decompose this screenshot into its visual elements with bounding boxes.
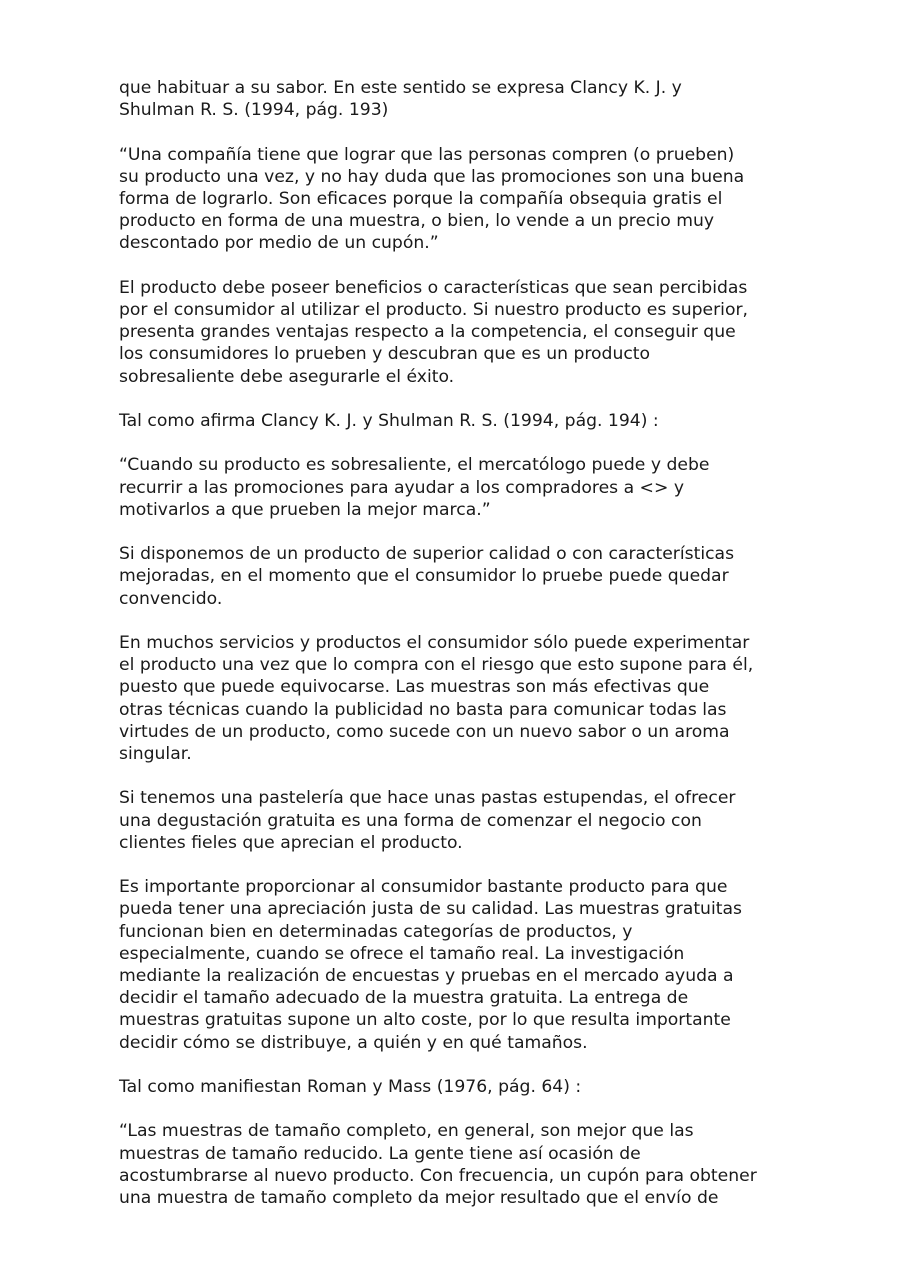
paragraph-continuation: que habituar a su sabor. En este sentido se expresa Clancy K. J. y Shulman R. S. (1994, pág. 193): [119, 78, 682, 121]
quote-clancy-194: “Cuando su producto es sobresaliente, el mercatólogo puede y debe recurrir a las promociones para ayudar a los compradores a <> y motivarlos a que prueben la mejor marca.”: [119, 455, 710, 520]
paragraph-product-benefits: El producto debe poseer beneficios o características que sean percibidas por el consumidor al utilizar el producto. Si nuestro producto es superior, presenta grandes ventajas respecto a la competencia, el conseguir que los consumidores lo prueben y descubran que es un producto sobresaliente debe asegurarle el éxito.: [119, 277, 748, 387]
quote-roman-mass: “Las muestras de tamaño completo, en general, son mejor que las muestras de tamaño reducido. La gente tiene así ocasión de acostumbrarse al nuevo producto. Con frecuencia, un cupón para obtener una muestra de tamaño completo da mejor resultado que el envío de: [119, 1121, 757, 1208]
paragraph-services-products: En muchos servicios y productos el consumidor sólo puede experimentar el producto una vez que lo compra con el riesgo que esto supone para él, puesto que puede equivocarse. Las muestras son más efectivas que otras técnicas cuando la publicidad no basta para comunicar todas las virtudes de un producto, como sucede con un nuevo sabor o un aroma singular.: [119, 632, 754, 764]
citation-intro-roman-mass: Tal como manifiestan Roman y Mass (1976, pág. 64) :: [119, 1077, 582, 1097]
paragraph-free-samples: Es importante proporcionar al consumidor bastante producto para que pueda tener una apreciación justa de su calidad. Las muestras gratuitas funcionan bien en determinadas categorías de productos, y especialmente, cuando se ofrece el tamaño real. La investigación mediante la realización de encuestas y pruebas en el mercado ayuda a decidir el tamaño adecuado de la muestra gratuita. La entrega de muestras gratuitas supone un alto coste, por lo que resulta importante decidir cómo se distribuye, a quién y en qué tamaños.: [119, 877, 742, 1053]
document-page: [119, 77, 809, 1209]
quote-clancy-193: “Una compañía tiene que lograr que las personas compren (o prueben) su producto una vez, y no hay duda que las promociones son una buena forma de lograrlo. Son eficaces porque la compañía obsequia gratis el producto en forma de una muestra, o bien, lo vende a un precio muy descontado por medio de un cupón.”: [119, 144, 745, 254]
paragraph-pasteleria: Si tenemos una pastelería que hace unas pastas estupendas, el ofrecer una degustación gratuita es una forma de comenzar el negocio con clientes fieles que aprecian el producto.: [119, 788, 736, 853]
paragraph-superior-quality: Si disponemos de un producto de superior calidad o con características mejoradas, en el momento que el consumidor lo pruebe puede quedar convencido.: [119, 544, 735, 609]
citation-intro-clancy-194: Tal como afirma Clancy K. J. y Shulman R. S. (1994, pág. 194) :: [119, 411, 659, 431]
